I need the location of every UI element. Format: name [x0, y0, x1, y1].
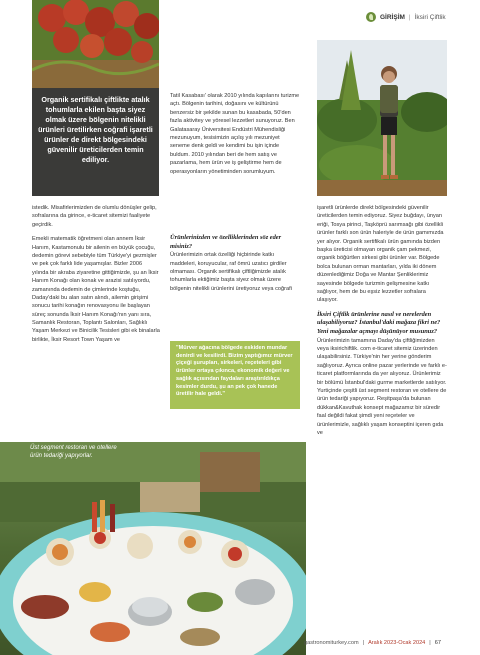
breakfast-table-photo — [0, 442, 306, 655]
paragraph: Tatil Kasabası' olarak 2010 yılında kapılarını turizme açtı. Bölgenin tarihini, doğasını ve kültürünü benzersiz bir şekilde sunan bu kasabada, 50'den fazla aktivitey ve yöresel lezzetleri sunuyoruz. Ben Galatasaray Üniversitesi Endüstri Mühendisliği mezunuyum, tesisimizin açılış yılı mezuniyet seneme denk geldi ve kendimi bu işin içinde buldum. 2010 yılından beri de hem satış ve pazarlama, hem ürün ve iş geliştirme hem de operasyonların yönetiminden sorumluyum. — [170, 93, 300, 175]
footer-issue: Aralık 2023-Ocak 2024 — [368, 640, 426, 646]
paragraph: işaretli ürünlerde direkt bölgesindeki güvenilir üreticilerden temin ediyoruz. Siyez buğdayı, ünyan eriği, Tosya pirinci, Taşköprü sarımsağı gibi özellikli ürünler farklı son ürün haleriyle de ürün gamımızda yer alıyor. Organik sertifikalı ürün gamında bizden başka üreticisi olmayan organik çam pekmezi, organik böğürtlen sirkesi gibi ürünler var. Bölgede bolca bulunan orman mantarları, yılda iki dönem düzenlediğimiz Doğa ve Mantar Şenliklerimiz sayesinde bölgede turizmin gelişmesine katkı sağlıyor, hem de bu eşsiz lezzetler sofralara ulaşıyor. — [317, 205, 444, 304]
farm-woman-photo — [317, 40, 447, 196]
section-header — [366, 12, 446, 22]
page-footer — [304, 640, 441, 646]
page-number: 67 — [434, 640, 441, 646]
paragraph: Ürünlerimizin tamamına Daday'da çiftliğimizden veya iksirichiftlik. com e-ticaret sitemiz üzerinden ulaşabilirsiniz. Türkiye'nin her yerine gönderim sağlıyoruz. Ayrıca online pazar yerlerinde ve farklı e-ticaret platformlarında da yer alıyoruz. Ürünlerimiz bir bölümü İstanbul'daki gurme marketlerde satılıyor. Yurtiçinde çeşitli üst segment restoran ve otellere de ürün tedariği yapıyoruz. Reşitpaşa'da bulunan dükkan&Kavuthak konsept mağazamız bir süredir faal değildi fakat şimdi yeni reçeteler ve ürünlerimizle, sağlıklı yaşam konseptini içeren gıda ve — [317, 337, 447, 436]
header-separator: | — [408, 13, 411, 21]
text-column-3 — [317, 204, 447, 437]
text-column-2 — [170, 92, 300, 176]
paragraph: Ürünlerimizin ortak özelliği hiçbirinde katkı maddeleri, koruyucular, raf ömrü uzatıcı girdiler olmaması. Organik sertifikalı çiftliğimizde atalık tohumlarla ektiğimiz başta siyez olmak üzere bölgenin nitelikli ürünlerini üretiyoruz veya coğrafi — [170, 252, 292, 292]
interview-question-2: İksiri Çiftlik ürünlerine nasıl ve nerelerden ulaşabiliyoruz? İstanbul'daki mağaza fikri ne? Yeni mağazalar açmayı düşünüyor musunuz? — [317, 310, 441, 335]
leaf-logo-icon — [366, 12, 376, 22]
footer-site: gastronomiturkey.com — [304, 640, 359, 646]
text-column-1 — [32, 204, 160, 350]
text-column-2-continued — [170, 228, 300, 293]
paragraph: istedik. Misafirlerimizden de olumlu dönüşler gelip, sofralarına da girince, e-ticaret sitemizi faaliyete geçirdik. — [32, 205, 157, 228]
interview-question-1: Ürünlerinizden ve özelliklerinden söz eder misiniz? — [170, 234, 282, 250]
footer-separator: | — [429, 640, 431, 646]
pull-quote-dark: Organik sertifikalı çiftlikte atalık tohumlarla ekilen başta siyez olmak üzere bölgenin nitelikli ürünleri üretilirken coğrafi işaretli ürünler de direkt bölgesindeki güvenilir üreticilerden temin ediliyor. — [32, 88, 159, 196]
footer-separator: | — [362, 640, 365, 646]
subsection-label: İksiri Çiftlik — [414, 13, 446, 21]
tomatoes-photo — [32, 0, 159, 88]
photo-caption: Üst segment restoran ve otellere ürün tedariği yapıyorlar. — [30, 445, 117, 459]
section-label: GİRİŞİM — [380, 13, 405, 21]
pull-quote-green: "Mürver ağacına bölgede eskiden mundar denirdi ve kesilirdi. Bizim yaptığımız mürver çiçeği şurupları, sirkeleri, reçeteleri gibi ürünler ortaya çıkınca, ekonomik değeri ve sağlık açısından faydaları araştırıldıkça kesimler durdu, şu an pek çok hanede üretilir hale geldi." — [170, 341, 300, 409]
paragraph: Emekli matematik öğretmeni olan annem İksir Hanım, Kastamonulu bir ailenin en büyük çocuğu, dedemin görevi sebebiyle tüm Türkiye'yi gezmişler ve pek çok farklı lide yaşamışlar. Bizler 2006 yılında bir akraba ziyaretine gittiğimizde, şu an İksir Hanım Konağı olan konak ve arazisi satılıyordu, zamanında dedemin de çimlerinde koştuğu, Daday'daki bu alan satın alındı, ailemin girişimi sonucu tarihi konağın renovasyonu ile başlayan süreç sonunda İksir Hanım Konağı'nın yanı sıra, Samanlık Restoran, Toplantı Salonları, Sağlıklı Yaşam Merkezi ve Binicilik Tesisleri gibi ek binalarla birlikte, İksir Resort Town Yaşam ve — [32, 236, 160, 343]
